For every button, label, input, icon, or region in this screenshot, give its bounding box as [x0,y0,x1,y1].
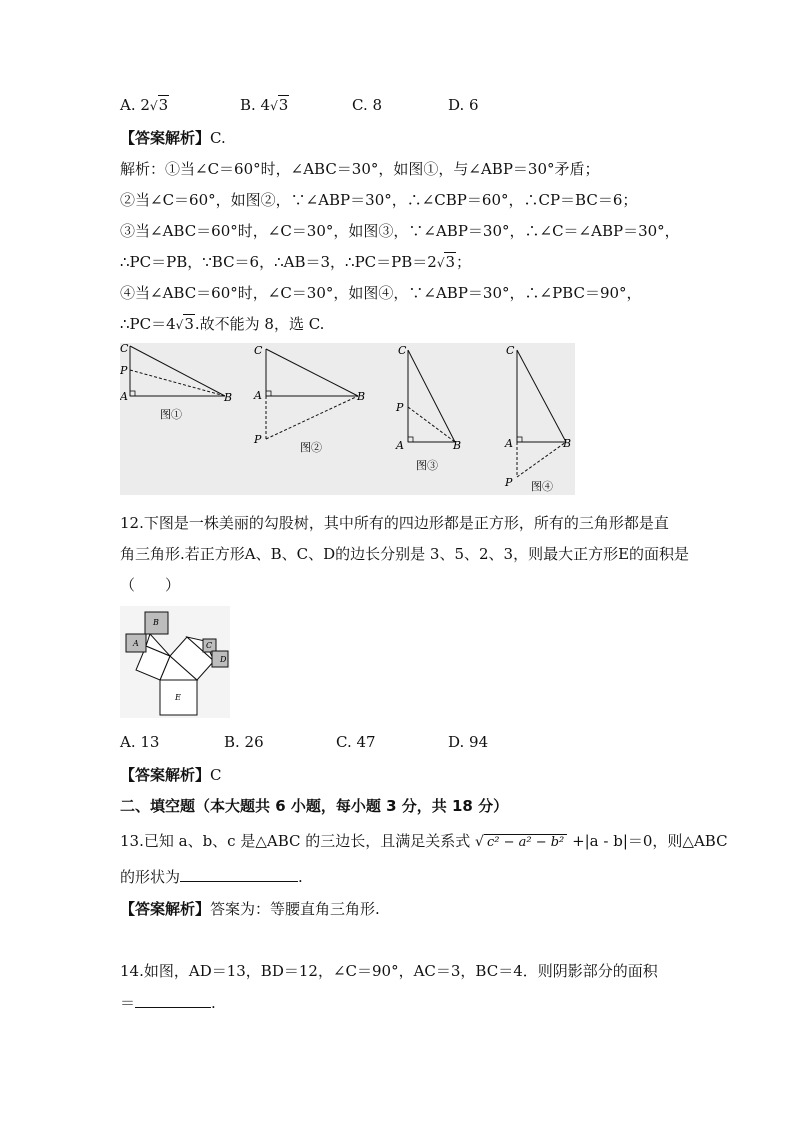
tree-label-e: E [175,693,181,702]
q12-option-b: B. 26 [224,733,264,751]
fig4-label-b: B [563,437,572,450]
fig1-label-b: B [224,391,233,404]
q14-line-2: ＝ . [120,994,216,1012]
option-c: C. 8 [352,96,383,114]
option-b: B. 4√3 [240,96,289,114]
fig4-label-c: C [506,344,515,357]
fig2-label-b: B [357,390,366,403]
figure-1 [120,343,232,421]
q12-answer: 【答案解析】C [120,766,222,784]
section-2-title: 二、填空题（本大题共 6 小题，每小题 3 分，共 18 分） [120,797,509,815]
pythagoras-tree [120,606,230,718]
fig2-label-c: C [254,344,263,357]
q14-line-1: 14.如图，AD＝13，BD＝12，∠C＝90°，AC＝3，BC＝4．则阴影部分的面积 [120,962,658,980]
solution-line-3: ③当∠ABC＝60°时，∠C＝30°，如图③，∵∠ABP＝30°，∴∠C＝∠ABP＝30°， [120,222,680,240]
tree-label-c: C [206,641,213,650]
q12-line-3: （ ） [120,576,181,594]
fig4-label-p: P [505,476,513,489]
solution-line-4: ∴PC＝PB，∵BC＝6，∴AB＝3，∴PC＝PB＝2√3； [120,253,472,271]
q13-answer: 【答案解析】答案为：等腰直角三角形. [120,900,380,918]
q13-radicand: c² − a² − b² [484,834,567,850]
fig3-label-b: B [453,439,462,452]
fig1-caption: 图① [160,408,182,421]
q12-option-a: A. 13 [120,733,160,751]
solution-line-5: ④当∠ABC＝60°时，∠C＝30°，如图④，∵∠ABP＝30°，∴∠PBC＝90°， [120,284,642,302]
figure-3 [395,344,461,472]
fig4-label-a: A [505,437,513,450]
fig3-label-p: P [396,401,404,414]
solution-line-6: ∴PC＝4√3.故不能为 8，选 C. [120,315,325,333]
q11-answer: 【答案解析】C. [120,129,226,147]
fig2-caption: 图② [300,441,322,454]
solution-line-2: ②当∠C＝60°，如图②，∵∠ABP＝30°，∴∠CBP＝60°，∴CP＝BC＝6； [120,191,638,209]
fig1-label-a: A [120,390,128,403]
answer-label: 【答案解析】 [120,129,211,147]
q14-answer-blank[interactable] [135,993,211,1008]
fig3-label-a: A [396,439,404,452]
figure-4 [504,344,571,493]
fig3-label-c: C [398,344,407,357]
q12-option-c: C. 47 [336,733,376,751]
fig1-label-c: C [120,343,129,355]
triangle-figures [120,343,575,495]
pythagoras-tree-figure [120,606,230,718]
fig2-label-p: P [254,433,262,446]
fig4-caption: 图④ [531,480,553,493]
solution-line-1: 解析：①当∠C＝60°时，∠ABC＝30°，如图①，与∠ABP＝30°矛盾； [120,160,600,178]
q13-line-1: 13.已知 a、b、c 是△ABC 的三边长，且满足关系式 √ c² − a² − b² +|a - b|＝0，则△ABC [120,832,728,850]
q12-line-1: 12.下图是一株美丽的勾股树，其中所有的四边形都是正方形，所有的三角形都是直 [120,514,669,532]
q12-option-d: D. 94 [448,733,489,751]
fig2-label-a: A [254,389,262,402]
q12-line-2: 角三角形.若正方形A、B、C、D的边长分别是 3、5、2、3，则最大正方形E的面积是 [120,545,690,563]
answer-label: 【答案解析】 [120,766,211,784]
option-d: D. 6 [448,96,479,114]
fig1-label-p: P [120,364,128,377]
figure-2 [253,344,365,454]
tree-label-d: D [220,655,227,664]
fig3-caption: 图③ [416,459,438,472]
tree-label-a: A [133,639,139,648]
q13-line-2: 的形状为 . [120,868,303,886]
answer-label: 【答案解析】 [120,900,211,918]
tree-label-b: B [153,618,159,627]
triangle-figures-panel [120,343,575,495]
option-a: A. 2√3 [120,96,169,114]
q13-answer-blank[interactable] [180,867,298,882]
